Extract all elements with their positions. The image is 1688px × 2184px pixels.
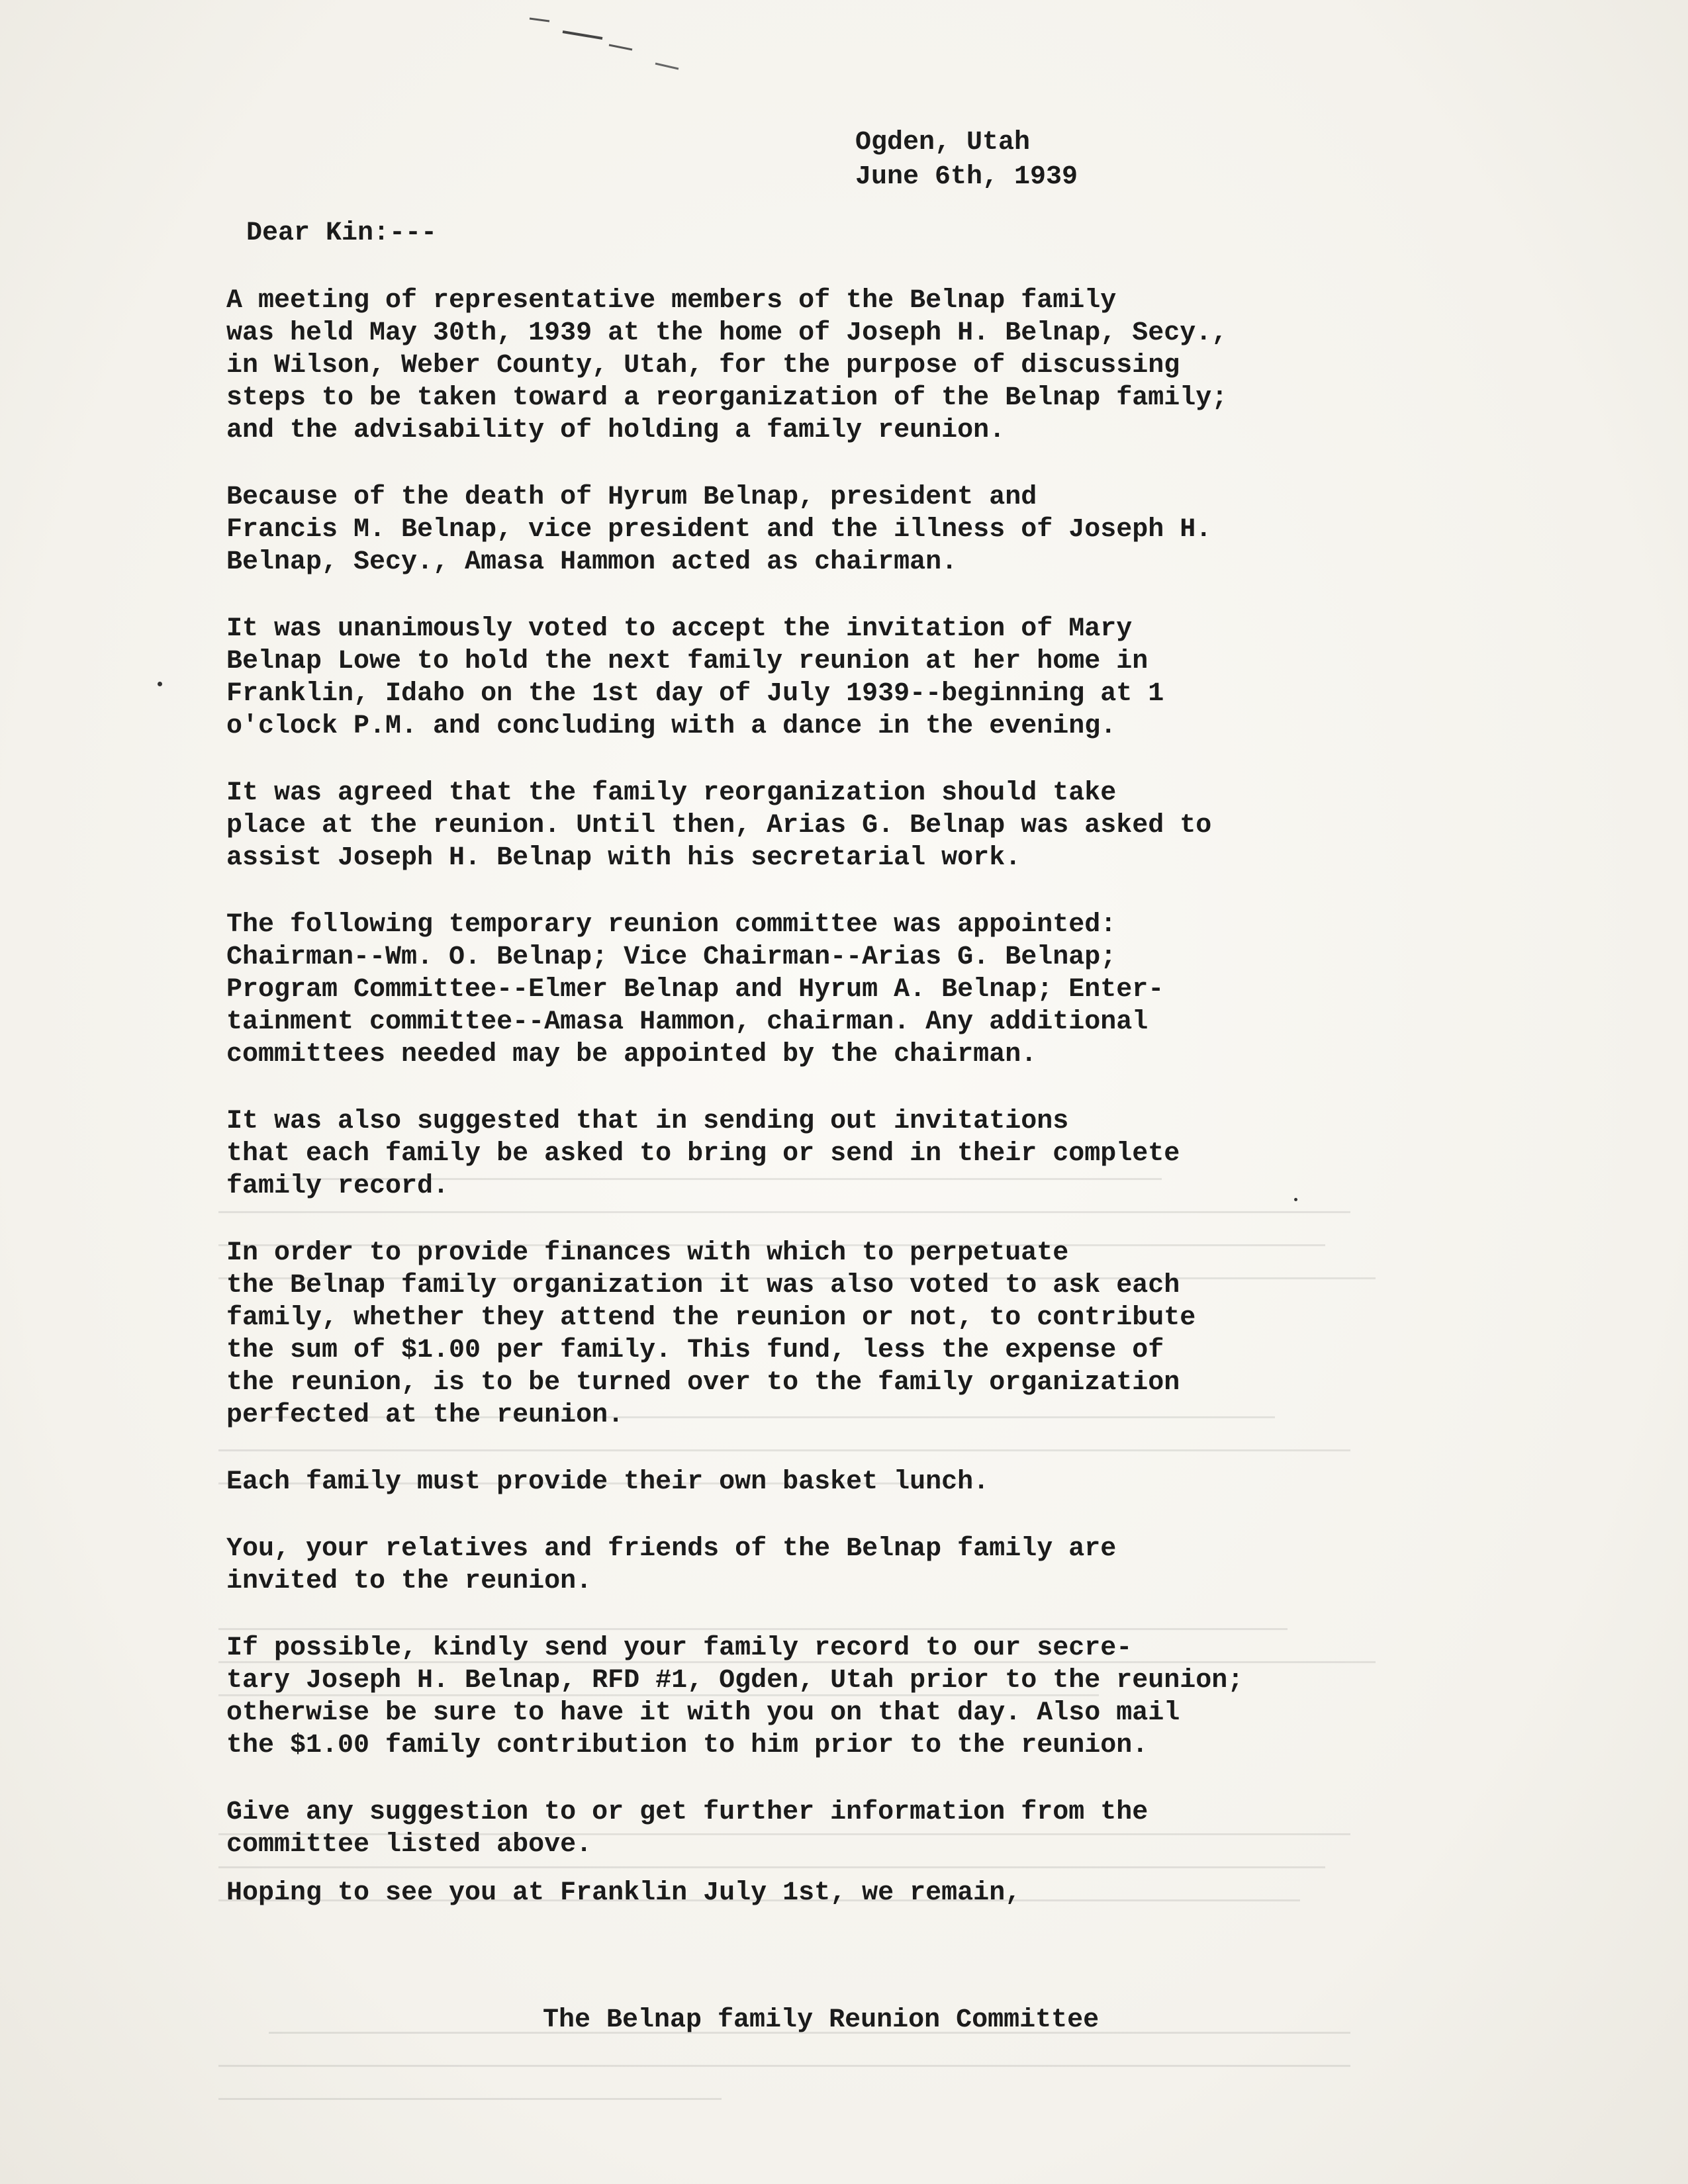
signature-line: The Belnap family Reunion Committee [543,2005,1100,2035]
header-place: Ogden, Utah [855,128,1031,158]
header-date: June 6th, 1939 [855,162,1078,192]
paragraph-lunch: Each family must provide their own basket lunch. [226,1467,990,1497]
stray-ink-marks [523,12,695,71]
salutation: Dear Kin:--- [246,218,438,248]
paragraph-finances: In order to provide finances with which to perpetuate the Belnap family organization it was also voted to ask each family, whether they attend the reunion or not, to contribute the sum of $1.00 per family. This fund, less the expense of the reunion, is to be turned over to the family organization perfected at the reunion. [226,1238,1196,1430]
paragraph-meeting: A meeting of representative members of the Belnap family was held May 30th, 1939 at the home of Joseph H. Belnap, Secy., in Wilson, Weber County, Utah, for the purpose of discussing steps to be taken toward a reorganization of the Belnap family; and the advisability of holding a family reunion. [226,286,1228,445]
letter-body [226,285,1484,1944]
ink-speck [158,682,162,686]
paragraph-invitation: It was unanimously voted to accept the invitation of Mary Belnap Lowe to hold the next family reunion at her home in Franklin, Idaho on the 1st day of July 1939--beginning at 1 o'clock P.M. and concluding with a dance in the evening. [226,614,1164,741]
paragraph-family-record: It was also suggested that in sending out invitations that each family be asked to bring or send in their complete family record. [226,1107,1180,1201]
letter-header [855,126,1078,195]
paragraph-chairman: Because of the death of Hyrum Belnap, president and Francis M. Belnap, vice president and the illness of Joseph H. Belnap, Secy., Amasa Hammon acted as chairman. [226,482,1212,577]
paragraph-send-record: If possible, kindly send your family record to our secre- tary Joseph H. Belnap, RFD #1, Ogden, Utah prior to the reunion; otherwise be sure to have it with you on that day. Also mail the $1.00 family contribution to him prior to the reunion. [226,1633,1244,1760]
ink-speck [1294,1198,1297,1201]
paragraph-suggestions: Give any suggestion to or get further information from the committee listed above. [226,1797,1149,1860]
paragraph-invited: You, your relatives and friends of the Belnap family are invited to the reunion. [226,1534,1117,1596]
paragraph-closing: Hoping to see you at Franklin July 1st, we remain, [226,1878,1021,1908]
paragraph-committee: The following temporary reunion committee was appointed: Chairman--Wm. O. Belnap; Vice Chairman--Arias G. Belnap; Program Committee--Elmer Belnap and Hyrum A. Belnap; Enter- tainment committee--Amasa Hammon, chairman. Any additional committees needed may be appointed by the chairman. [226,910,1164,1069]
paragraph-reorganization: It was agreed that the family reorganization should take place at the reunion. Until then, Arias G. Belnap was asked to assist Joseph H. Belnap with his secretarial work. [226,778,1212,873]
